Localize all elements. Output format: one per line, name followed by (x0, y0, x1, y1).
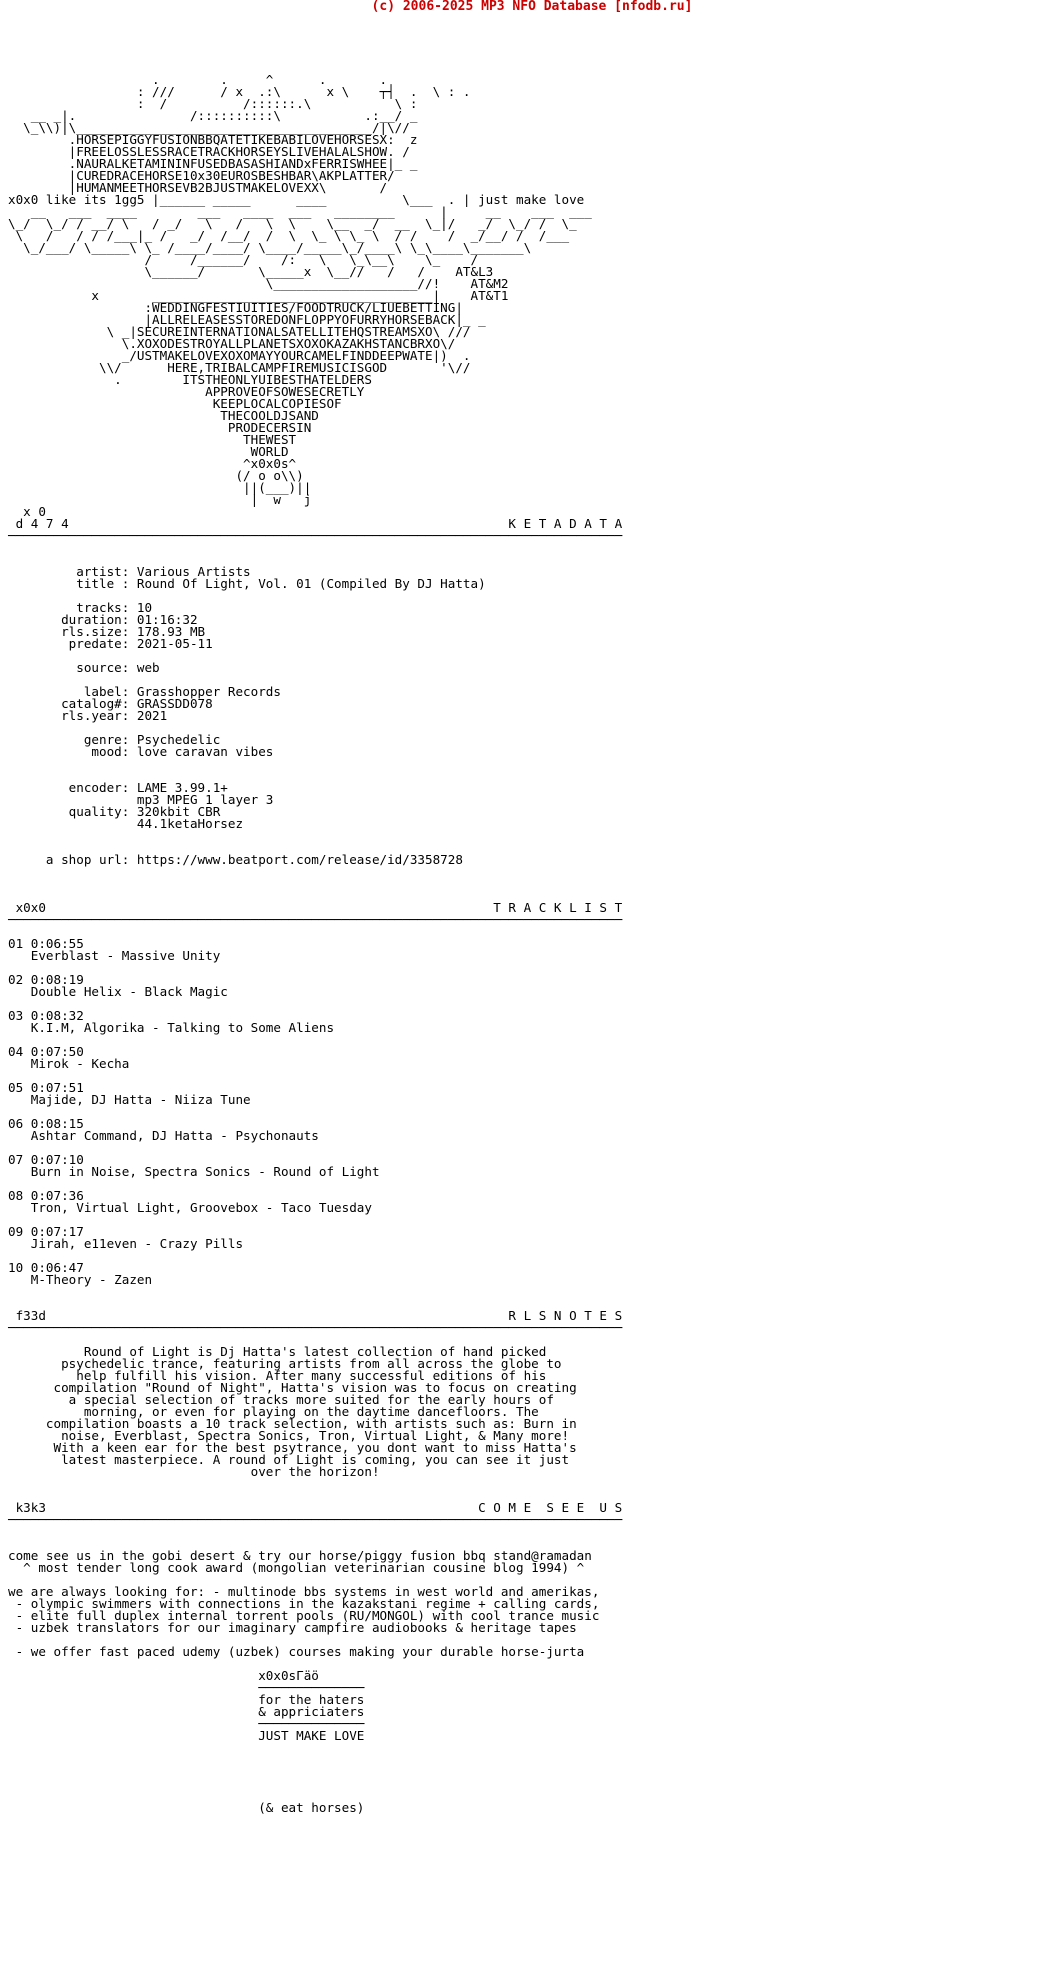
track-item: 02 0:08:19 Double Helix - Black Magic (8, 972, 228, 999)
release-notes-line: compilation "Round of Night", Hatta's vision was to focus on creating (53, 1380, 577, 1395)
footer-line: for the haters (258, 1692, 365, 1707)
release-notes-line: noise, Everblast, Spectra Sonics, Tron, Virtual Light, & Many more! (61, 1428, 570, 1443)
metadata-row: 44.1ketaHorsez (136, 816, 244, 831)
metadata-row: genre: Psychedelic (83, 732, 221, 747)
metadata-row: mood: love caravan vibes (91, 744, 274, 759)
come-see-line: - we offer fast paced udemy (uzbek) courses making your durable horse-jurta (15, 1644, 585, 1659)
metadata-row: rls.year: 2021 (61, 708, 168, 723)
metadata-row: label: Grasshopper Records (83, 684, 281, 699)
track-item: 09 0:07:17 Jirah, e11even - Crazy Pills (8, 1224, 244, 1251)
track-item: 08 0:07:36 Tron, Virtual Light, Groovebox - Taco Tuesday (8, 1188, 372, 1215)
footer-line: ────────────── (258, 1680, 365, 1695)
track-item: 06 0:08:15 Ashtar Command, DJ Hatta - Psychonauts (8, 1116, 319, 1143)
metadata-row: artist: Various Artists (76, 564, 251, 579)
footer-line: (& eat horses) (258, 1800, 365, 1815)
ascii-signature: x 0 (23, 504, 46, 519)
metadata-row: tracks: 10 (76, 600, 153, 615)
section-header-comesee: k3k3 C O M E S E E U S (15, 1500, 623, 1515)
track-item: 03 0:08:32 K.I.M, Algorika - Talking to Some Aliens (8, 1008, 335, 1035)
metadata-row: title : Round Of Light, Vol. 01 (Compiled By DJ Hatta) (76, 576, 486, 591)
release-notes-line: help fulfill his vision. After many successful editions of his (76, 1368, 547, 1383)
release-notes-line: morning, or even for playing on the daytime dancefloors. The (83, 1404, 539, 1419)
footer-line: JUST MAKE LOVE (258, 1728, 365, 1743)
section-rule-tracklist: ───────────────────────────────────────────────────────────────────────────────── (8, 912, 623, 927)
section-rule-metadata: ───────────────────────────────────────────────────────────────────────────────── (8, 528, 623, 543)
release-notes-line: a special selection of tracks more suited for the early hours of (68, 1392, 554, 1407)
footer-line: & appriciaters (258, 1704, 365, 1719)
metadata-row: a shop url: https://www.beatport.com/release/id/3358728 (45, 852, 463, 867)
release-notes-line: Round of Light is Dj Hatta's latest collection of hand picked (83, 1344, 547, 1359)
site-header: (c) 2006-2025 MP3 NFO Database [nfodb.ru] (371, 0, 693, 14)
come-see-line: - uzbek translators for our imaginary campfire audiobooks & heritage tapes (15, 1620, 577, 1635)
come-see-line: we are always looking for: - multinode bbs systems in west world and amerikas, (8, 1584, 600, 1599)
section-header-rlsnotes: f33d R L S N O T E S (15, 1308, 623, 1323)
metadata-row: encoder: LAME 3.99.1+ (68, 780, 228, 795)
section-rule-rlsnotes: ───────────────────────────────────────────────────────────────────────────────── (8, 1320, 623, 1335)
section-header-tracklist: x0x0 T R A C K L I S T (15, 900, 623, 915)
track-item: 05 0:07:51 Majide, DJ Hatta - Niiza Tune (8, 1080, 251, 1107)
release-notes-line: over the horizon! (250, 1464, 380, 1479)
release-notes-line: compilation boasts a 10 track selection, with artists such as: Burn in (45, 1416, 577, 1431)
release-notes-line: psychedelic trance, featuring artists from all across the globe to (61, 1356, 562, 1371)
metadata-row: predate: 2021-05-11 (68, 636, 213, 651)
ascii-logo: . . ^ . . : /// / x .:\ x \ ┬┤ . \ : . : / /::::::.\ \ : __ _|. /::::::::::\ .:__/ _ \_\\)|\_______________________________________/|\// .HORSEPIGGYFUSIONBBQATETIKEBABILOVEHORSESX: z |FREELOSSLESSRACETRACKHORSEYSLIVEHALALSHOW. / .NAURALKETAMININFUSEDBASASHIANDxFERRISWHEE|_ _ |CUREDRACEHORSE10x30EUROSBESHBAR\AKPLATTER/ |HUMANMEETHORSEVB2BJUSTMAKELOVEXX\ / x0x0 like its 1gg5 |______ _____ ____ \___ . | just make love (8, 72, 585, 207)
come-see-line: come see us in the gobi desert & try our horse/piggy fusion bbq stand@ramadan (8, 1548, 592, 1563)
section-header-metadata: d 4 7 4 K E T A D A T A (15, 516, 623, 531)
metadata-row: mp3 MPEG 1 layer 3 (136, 792, 274, 807)
nfo-text (8, 74, 622, 1814)
ascii-art: __ ___ ____ ___ ____ ___ ________ | __ ___ ___ \_/ \_/ / __/ \ / _/ \ / \ \ \__ _/ __ \_|/ _/ \_/ / \_ \ / / / /___|_ / _/ /__/ / \ \_ \ \_ \ / / / _/__/ / /___ \_/___/ \_____\ \_ /____/____/ \____/_____\_/____\ \_\____\_______\ / /______/ /: \ \_\__\ \_ / \______/ \_____x \__// / / AT&L3 \___________________//! AT&M2 x _____________________________________| AT&T1 (8, 204, 592, 303)
release-notes-line: latest masterpiece. A round of Light is coming, you can see it just (61, 1452, 570, 1467)
track-item: 10 0:06:47 M-Theory - Zazen (8, 1260, 153, 1287)
release-notes-line: With a keen ear for the best psytrance, you dont want to miss Hatta's (53, 1440, 577, 1455)
come-see-line: - elite full duplex internal torrent pools (RU/MONGOL) with cool trance music (15, 1608, 600, 1623)
metadata-row: duration: 01:16:32 (61, 612, 198, 627)
section-rule-comesee: ───────────────────────────────────────────────────────────────────────────────── (8, 1512, 623, 1527)
footer-line: ────────────── (258, 1716, 365, 1731)
track-item: 07 0:07:10 Burn in Noise, Spectra Sonics - Round of Light (8, 1152, 380, 1179)
metadata-row: rls.size: 178.93 MB (61, 624, 206, 639)
track-item: 01 0:06:55 Everblast - Massive Unity (8, 936, 221, 963)
come-see-line: - olympic swimmers with connections in the kazakstani regime + calling cards, (15, 1596, 600, 1611)
ascii-tree: :WEDDINGFESTIUITIES/FOODTRUCK/LIUEBETTING| |ALLRELEASESSTOREDONFLOPPYOFURRYHORSEBACK|_ _ \ _|SECUREINTERNATIONALSATELLITEHQSTREAMSXO\ /// \.XOXODESTROYALLPLANETSXOXOKAZAKHSTANCBRXO\/ _/USTMAKELOVEXOXOMAYYOURCAMELFINDDEEPWATE|) . \\/ HERE,TRIBALCAMPFIREMUSICISGOD '\// . ITSTHEONLYUIBESTHATELDERS APPROVEOFSOWESECRETLY KEEPLOCALCOPIESOF THECOOLDJSAND PRODECERSIN THEWEST WORLD ^x0x0s^ (/ o o\\) ||(___)|| | w j (98, 300, 486, 507)
metadata-row: source: web (76, 660, 160, 675)
come-see-line: ^ most tender long cook award (mongolian veterinarian cousine blog 1994) ^ (23, 1560, 585, 1575)
track-item: 04 0:07:50 Mirok - Kecha (8, 1044, 130, 1071)
footer-line: x0x0sГäö (258, 1668, 319, 1683)
metadata-row: catalog#: GRASSDD078 (61, 696, 213, 711)
metadata-row: quality: 320kbit CBR (68, 804, 221, 819)
